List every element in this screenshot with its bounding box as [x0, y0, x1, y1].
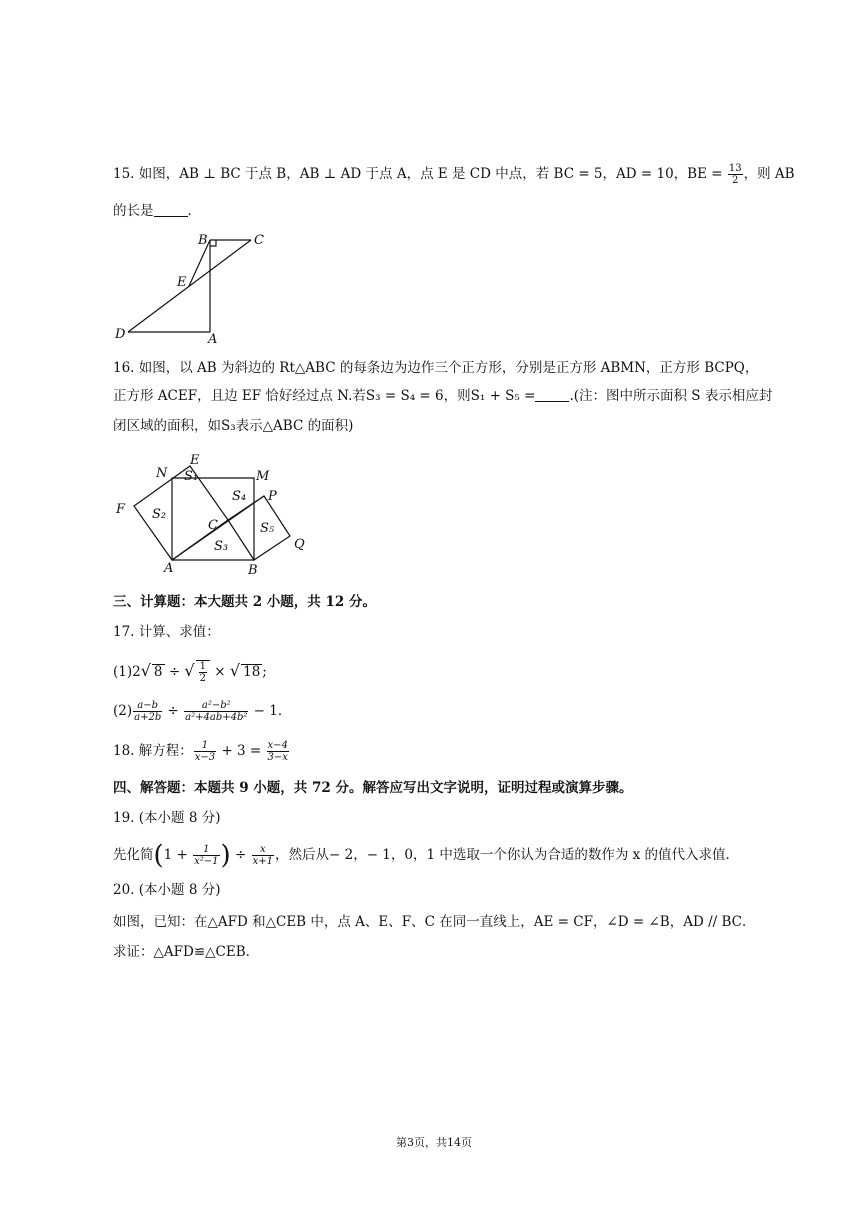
label-a: A [208, 332, 218, 347]
label-s4: S₄ [232, 489, 247, 504]
label-q: Q [294, 537, 305, 552]
q15-figure [110, 228, 280, 348]
q19-line: 先化简(1 + $\frac{1}{\text{x²−1}}$ ) ÷ $\frac{x}{x+1}$ ，然后从− 2，− 1，0，1 中选取一个你认为合适的数作为 x 的值代入求值． [113, 840, 740, 871]
q20-line2: 求证：△AFD≌△CEB． [113, 944, 260, 960]
label-d: D [115, 327, 126, 342]
q19-fraction2: $\frac{x}{x+1}$ [252, 844, 273, 867]
page-footer: 第3页，共14页 [396, 1136, 472, 1149]
label-s1: S₁ [184, 469, 199, 484]
label-b: B [248, 563, 258, 578]
section4-title: 四、解答题：本题共 9 小题，共 72 分。解答应写出文字说明，证明过程或演算步骤。 [113, 780, 633, 796]
answer-blank [154, 202, 188, 217]
label-p: P [268, 489, 277, 504]
q18-fraction2: $\frac{x-4}{3-x}$ [267, 740, 288, 763]
section3-title: 三、计算题：本大题共 2 小题，共 12 分。 [113, 594, 376, 610]
label-f: F [116, 502, 126, 517]
half-fraction: $\frac{1}{2}$ [199, 661, 206, 684]
label-s5: S₅ [260, 521, 275, 536]
answer-blank [535, 387, 569, 402]
q19-fraction1: $\frac{1}{\text{x²−1}}$ [194, 844, 219, 867]
q20-title: 20. (本小题 8 分) [113, 882, 221, 898]
p2-fraction1: $\frac{a-b}{a+2b}$ [134, 700, 162, 723]
q18-line: 18. 解方程： $\frac{1}{x-3}$ + 3 = $\frac{x-4}{3-x}$ [113, 740, 288, 763]
label-c: C [254, 233, 264, 248]
q16-line3: 闭区域的面积，如S₃表示△ABC 的面积) [113, 418, 354, 434]
label-n: N [156, 466, 168, 481]
q17-title: 17. 计算、求值： [113, 624, 220, 640]
label-m: M [256, 469, 270, 484]
label-b: B [198, 233, 208, 248]
q17-part2: (2) $\frac{a-b}{a+2b}$ ÷ $\frac{\text{a²−b²}}{\text{a²+4ab+4b²}}$ − 1． [113, 700, 292, 723]
square-bcpq [228, 496, 290, 560]
right-angle-mark [210, 240, 216, 246]
label-e: E [190, 453, 200, 468]
be-fraction: $\frac{13}{2}$ [728, 163, 742, 186]
q19-title: 19. (本小题 8 分) [113, 810, 221, 826]
label-s2: S₂ [152, 507, 167, 522]
label-s3: S₃ [214, 539, 229, 554]
q16-figure [110, 450, 320, 580]
q18-fraction1: $\frac{1}{x-3}$ [194, 740, 216, 763]
q16-line1: 16. 如图，以 AB 为斜边的 Rt△ABC 的每条边为边作三个正方形，分别是正方形 ABMN，正方形 BCPQ， [113, 360, 759, 376]
q16-line2: 正方形 ACEF，且边 EF 恰好经过点 N.若S₃ = S₄ = 6，则S₁ + S₅ = .(注：图中所示面积 S 表示相应封 [113, 388, 773, 404]
p2-fraction2: $\frac{\text{a²−b²}}{\text{a²+4ab+4b²}}$ [185, 700, 248, 723]
q15-line1: 15. 如图，AB ⊥ BC 于点 B，AB ⊥ AD 于点 A，点 E 是 CD 中点，若 BC = 5，AD = 10，BE = $\frac{13}{2}$ ，则 AB [113, 163, 795, 186]
q20-line1: 如图，已知：在△AFD 和△CEB 中，点 A、E、F、C 在同一直线上，AE = CF，∠D = ∠B，AD // BC． [113, 914, 756, 930]
label-e: E [177, 275, 187, 290]
label-c: C [208, 518, 218, 533]
q17-part1: (1)2√ 8 ÷ √ $\frac{1}{2}$ × √ 18 ; [113, 661, 267, 684]
label-a: A [164, 561, 174, 576]
q15-line2: 的长是 ． [113, 203, 201, 219]
